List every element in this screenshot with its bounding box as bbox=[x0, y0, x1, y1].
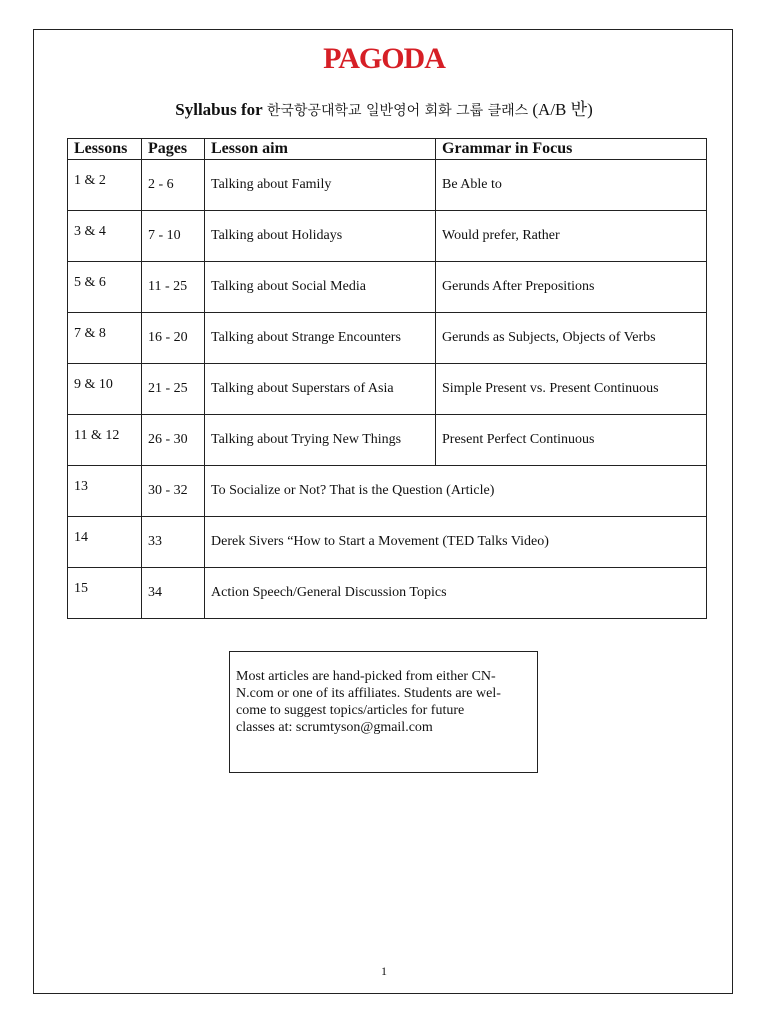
column-header-lessons: Lessons bbox=[68, 139, 142, 160]
page-title bbox=[0, 95, 768, 120]
pagoda-logo: PAGODA bbox=[323, 42, 445, 75]
note-line: N.com or one of its affiliates. Students are wel- bbox=[236, 686, 501, 701]
cell-lesson-aim: To Socialize or Not? That is the Question (Article) bbox=[205, 466, 707, 517]
cell-lesson-aim: Talking about Superstars of Asia bbox=[205, 364, 436, 415]
cell-lesson-aim: Talking about Holidays bbox=[205, 211, 436, 262]
cell-pages: 11 - 25 bbox=[142, 262, 205, 313]
table-row bbox=[68, 262, 707, 313]
note-line: come to suggest topics/articles for future bbox=[236, 703, 465, 718]
title-lead: Syllabus for bbox=[175, 100, 263, 119]
cell-lessons: 11 & 12 bbox=[68, 415, 142, 466]
title-tail: (A/B 반) bbox=[532, 100, 593, 119]
cell-pages: 16 - 20 bbox=[142, 313, 205, 364]
cell-lessons: 13 bbox=[68, 466, 142, 517]
cell-lesson-aim: Derek Sivers “How to Start a Movement (TED Talks Video) bbox=[205, 517, 707, 568]
cell-lesson-aim: Talking about Social Media bbox=[205, 262, 436, 313]
table-row bbox=[68, 415, 707, 466]
cell-grammar: Present Perfect Continuous bbox=[436, 415, 707, 466]
table-row bbox=[68, 160, 707, 211]
column-header-grammar: Grammar in Focus bbox=[436, 139, 707, 160]
cell-pages: 26 - 30 bbox=[142, 415, 205, 466]
cell-lessons: 7 & 8 bbox=[68, 313, 142, 364]
cell-grammar: Simple Present vs. Present Continuous bbox=[436, 364, 707, 415]
cell-pages: 30 - 32 bbox=[142, 466, 205, 517]
articles-note-box bbox=[229, 651, 538, 773]
column-header-lesson-aim: Lesson aim bbox=[205, 139, 436, 160]
table-row bbox=[68, 466, 707, 517]
cell-grammar: Gerunds as Subjects, Objects of Verbs bbox=[436, 313, 707, 364]
cell-lessons: 3 & 4 bbox=[68, 211, 142, 262]
cell-pages: 7 - 10 bbox=[142, 211, 205, 262]
table-header-row bbox=[68, 139, 707, 160]
cell-lesson-aim: Talking about Trying New Things bbox=[205, 415, 436, 466]
note-line: classes at: scrumtyson@gmail.com bbox=[236, 720, 433, 735]
cell-lessons: 14 bbox=[68, 517, 142, 568]
table-row bbox=[68, 568, 707, 619]
page-number: 1 bbox=[381, 964, 387, 978]
cell-lessons: 15 bbox=[68, 568, 142, 619]
syllabus-table bbox=[67, 138, 707, 619]
cell-grammar: Would prefer, Rather bbox=[436, 211, 707, 262]
table-row bbox=[68, 313, 707, 364]
table-row bbox=[68, 517, 707, 568]
cell-lesson-aim: Action Speech/General Discussion Topics bbox=[205, 568, 707, 619]
cell-pages: 33 bbox=[142, 517, 205, 568]
column-header-pages: Pages bbox=[142, 139, 205, 160]
cell-grammar: Gerunds After Prepositions bbox=[436, 262, 707, 313]
cell-pages: 34 bbox=[142, 568, 205, 619]
table-row bbox=[68, 211, 707, 262]
cell-lesson-aim: Talking about Family bbox=[205, 160, 436, 211]
cell-lessons: 9 & 10 bbox=[68, 364, 142, 415]
cell-grammar: Be Able to bbox=[436, 160, 707, 211]
cell-lesson-aim: Talking about Strange Encounters bbox=[205, 313, 436, 364]
note-line: Most articles are hand-picked from either CN- bbox=[236, 669, 496, 684]
table-row bbox=[68, 364, 707, 415]
cell-lessons: 1 & 2 bbox=[68, 160, 142, 211]
title-korean: 한국항공대학교 일반영어 회화 그룹 클래스 bbox=[266, 103, 529, 119]
cell-lessons: 5 & 6 bbox=[68, 262, 142, 313]
cell-pages: 21 - 25 bbox=[142, 364, 205, 415]
cell-pages: 2 - 6 bbox=[142, 160, 205, 211]
